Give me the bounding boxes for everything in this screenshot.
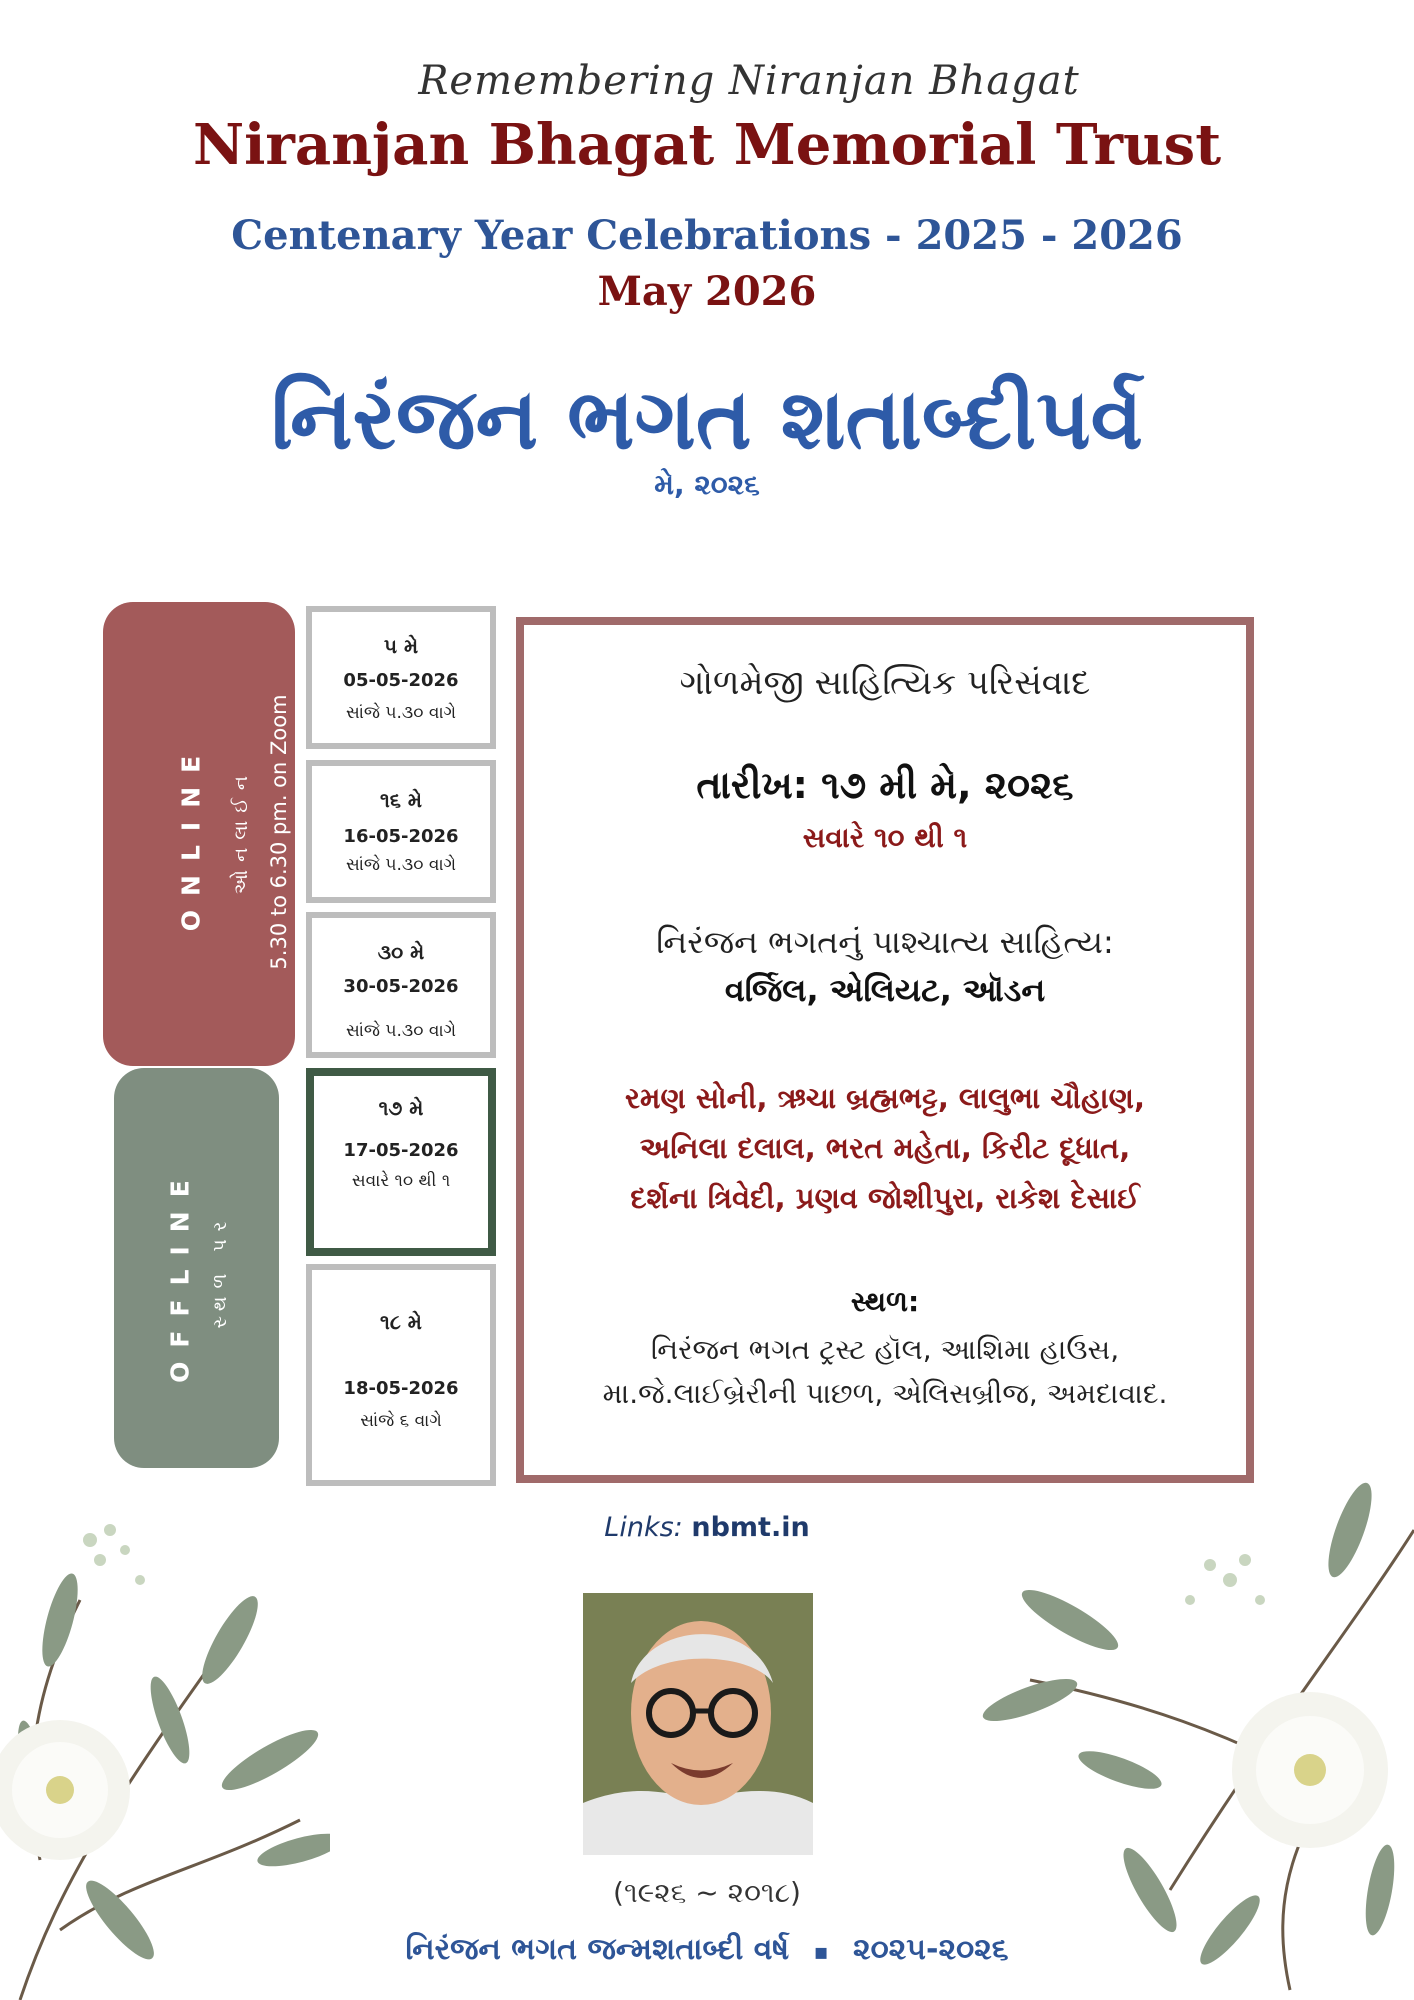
links-label: Links: bbox=[604, 1512, 683, 1543]
centenary-heading: Centenary Year Celebrations - 2025 - 2026 bbox=[231, 212, 1183, 259]
online-pill bbox=[103, 602, 295, 1066]
event-date: તારીખ: ૧૭ મી મે, ૨૦૨૬ bbox=[696, 763, 1074, 807]
date-box bbox=[306, 760, 496, 903]
date-time: સવારે ૧૦ થી ૧ bbox=[351, 1171, 451, 1191]
date-gujarati: ૧૭ મે bbox=[378, 1096, 424, 1120]
date-numeric: 17-05-2026 bbox=[343, 1140, 459, 1161]
month-heading: May 2026 bbox=[597, 268, 817, 315]
event-heading: ગોળમેજી સાહિત્યિક પરિસંવાદ bbox=[679, 663, 1091, 703]
date-numeric: 30-05-2026 bbox=[343, 976, 459, 997]
event-details-box bbox=[516, 617, 1254, 1483]
date-box bbox=[306, 1264, 496, 1486]
footer-text-left: નિરંજન ભગત જન્મશતાબ્દી વર્ષ bbox=[405, 1932, 790, 1967]
date-gujarati: ૩૦ મે bbox=[377, 940, 425, 964]
footer-text-right: ૨૦૨૫-૨૦૨૬ bbox=[853, 1932, 1009, 1967]
online-label-gujarati: ઓનલાઈન bbox=[230, 767, 252, 895]
event-topic: નિરંજન ભગતનું પાશ્ચાત્ય સાહિત્ય: bbox=[656, 923, 1114, 961]
event-topic-names: વર્જિલ, એલિયટ, ઑડન bbox=[724, 971, 1046, 1009]
date-time: સાંજે ૫.૩૦ વાગે bbox=[345, 855, 457, 875]
date-gujarati: ૫ મે bbox=[383, 634, 419, 658]
speakers-line-2: અનિલા દલાલ, ભરત મહેતા, કિરીટ દૂધાત, bbox=[639, 1131, 1131, 1165]
date-time: સાંજે ૫.૩૦ વાગે bbox=[345, 1021, 457, 1041]
portrait-photo bbox=[583, 1593, 813, 1855]
floral-decoration-left bbox=[0, 1460, 330, 2000]
life-years: (૧૯૨૬ ~ ૨૦૧૮) bbox=[613, 1876, 801, 1909]
speakers-line-3: દર્શના ત્રિવેદી, પ્રણવ જોશીપુરા, રાકેશ દેસાઈ bbox=[630, 1181, 1140, 1215]
speakers-line-1: રમણ સોની, ઋચા બ્રહ્મભટ્ટ, લાલુભા ચૌહાણ, bbox=[625, 1081, 1145, 1115]
date-box-highlighted bbox=[306, 1068, 496, 1256]
floral-decoration-right bbox=[970, 1470, 1414, 2000]
venue-line-1: નિરંજન ભગત ટ્રસ્ટ હૉલ, આશિમા હાઉસ, bbox=[650, 1333, 1120, 1366]
remembering-script: Remembering Niranjan Bhagat bbox=[418, 58, 1080, 104]
footer-line bbox=[0, 1932, 1414, 1967]
website-link[interactable]: nbmt.in bbox=[691, 1512, 810, 1543]
online-time: 5.30 to 6.30 pm. on Zoom bbox=[267, 694, 291, 970]
date-numeric: 18-05-2026 bbox=[343, 1378, 459, 1399]
offline-label-gujarati: સ્થળ પર bbox=[209, 1213, 231, 1329]
date-numeric: 05-05-2026 bbox=[343, 670, 459, 691]
date-gujarati: ૧૬ મે bbox=[379, 788, 423, 812]
offline-pill bbox=[114, 1068, 279, 1468]
online-label: ONLINE bbox=[176, 741, 206, 932]
venue-label: સ્થળ: bbox=[850, 1285, 920, 1318]
date-gujarati: ૧૮ મે bbox=[380, 1310, 422, 1334]
date-time: સાંજે ૫.૩૦ વાગે bbox=[345, 703, 457, 723]
event-time: સવારે ૧૦ થી ૧ bbox=[802, 821, 968, 854]
footer-separator: ▪ bbox=[813, 1940, 829, 1965]
date-numeric: 16-05-2026 bbox=[343, 826, 459, 847]
gujarati-title: નિરંજન ભગત શતાબ્દીપર્વ bbox=[271, 370, 1143, 468]
trust-name: Niranjan Bhagat Memorial Trust bbox=[192, 112, 1222, 178]
date-time: સાંજે ૬ વાગે bbox=[360, 1411, 442, 1431]
date-box bbox=[306, 606, 496, 749]
offline-label: OFFLINE bbox=[165, 1166, 195, 1383]
date-box bbox=[306, 912, 496, 1058]
venue-line-2: મા.જે.લાઈબ્રેરીની પાછળ, એલિસબ્રીજ, અમદાવાદ. bbox=[602, 1377, 1168, 1410]
gujarati-subtitle: મે, ૨૦૨૬ bbox=[654, 468, 760, 501]
